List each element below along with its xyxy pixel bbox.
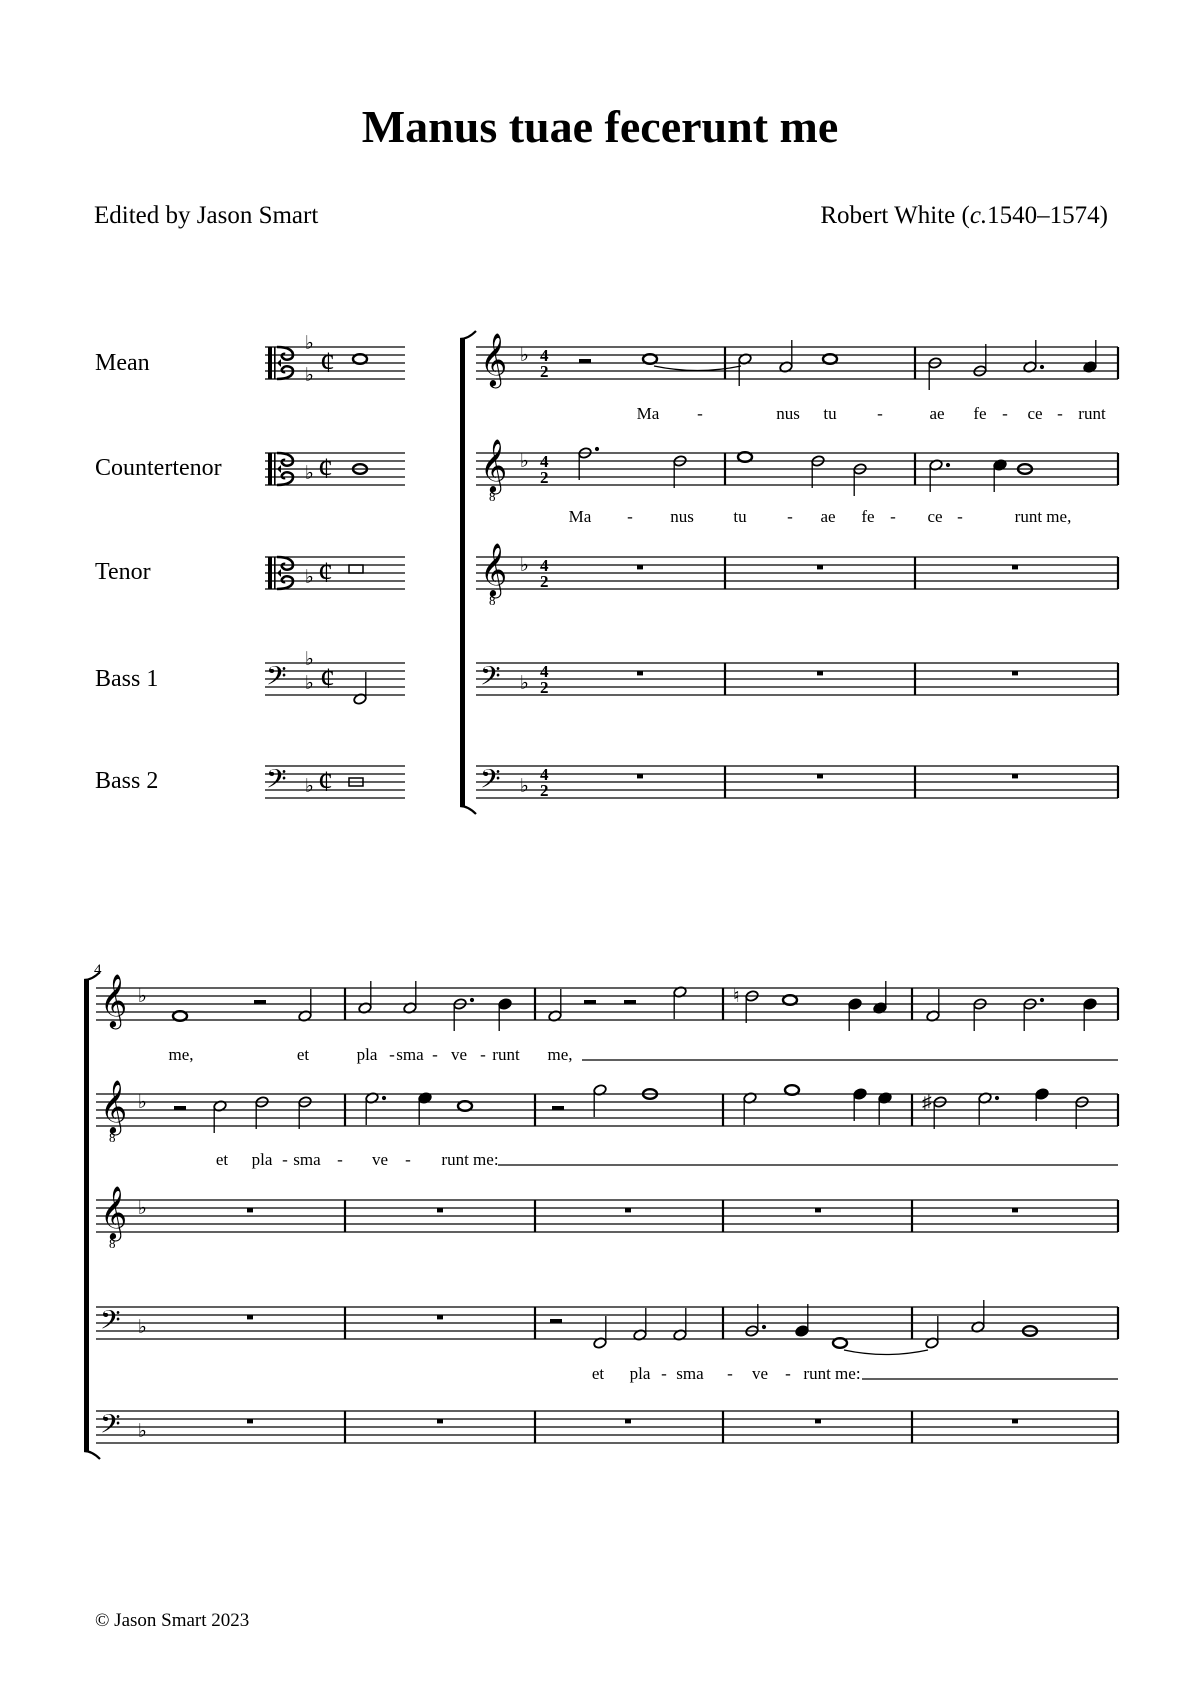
lyric-syllable: sma [396, 1045, 424, 1064]
c-clef-point [277, 569, 281, 577]
cut-time-icon: ¢ [318, 556, 333, 589]
lyric-syllable: ce [927, 507, 943, 526]
time-signature-top: 4 [540, 452, 549, 471]
measure-rest [1012, 774, 1018, 778]
measure-rest [1012, 1419, 1018, 1423]
piece-title: Manus tuae fecerunt me [361, 101, 839, 152]
octave-clef-marker: 8 [109, 1130, 116, 1145]
time-signature-bottom: 2 [540, 572, 549, 591]
incipit-staff [265, 557, 405, 589]
voice-name-bass-1: Bass 1 [95, 666, 159, 692]
system1-staff [476, 663, 1118, 695]
lyric-syllable: ve [450, 1045, 468, 1064]
flat-sign: ♭ [305, 776, 314, 797]
augmentation-dot [382, 1096, 386, 1100]
flat-sign: ♭ [138, 986, 147, 1007]
half-rest [584, 1000, 596, 1004]
system1-staff [476, 766, 1118, 798]
flat-sign: ♭ [520, 776, 529, 797]
flat-sign: ♭ [305, 365, 314, 386]
half-rest [550, 1319, 562, 1323]
incipit-staff [265, 347, 405, 379]
measure-rest [817, 565, 823, 569]
flat-sign: ♭ [138, 1317, 147, 1338]
composer-name: Robert White ( [820, 202, 970, 229]
time-signature-bottom: 2 [540, 781, 549, 800]
lyric-syllable: - [787, 507, 793, 526]
treble-clef-icon: 𝄞 [100, 1187, 128, 1238]
measure-number: 4 [94, 962, 102, 978]
measure-rest [437, 1419, 443, 1423]
treble-clef-icon: 𝄞 [480, 440, 508, 491]
c-clef-bar [274, 347, 276, 379]
augmentation-dot [946, 463, 950, 467]
measure-rest [817, 774, 823, 778]
lyric-syllable: runt me: [803, 1364, 861, 1383]
system2-staff [96, 1200, 1118, 1232]
voice-name-tenor: Tenor [95, 559, 151, 585]
lyric-syllable: fe [973, 404, 987, 423]
flat-sign: ♭ [520, 555, 529, 576]
system2-staff [96, 988, 1118, 1020]
lyric-syllable: - [661, 1364, 667, 1383]
bracket-hook [460, 806, 476, 814]
c-clef-bar [268, 557, 272, 589]
c-clef-bar [268, 453, 272, 485]
bracket-bar [460, 339, 465, 806]
flat-sign: ♭ [305, 463, 314, 484]
lyric-syllable: pla [251, 1150, 273, 1169]
octave-clef-marker: 8 [489, 489, 496, 504]
c-clef-point [277, 465, 281, 473]
bass-clef-icon: 𝄢 [480, 764, 501, 800]
lyric-syllable: ve [371, 1150, 389, 1169]
breve-note [349, 565, 363, 573]
half-rest [552, 1106, 564, 1110]
measure-rest [247, 1208, 253, 1212]
half-rest [579, 359, 591, 363]
time-signature-top: 4 [540, 662, 549, 681]
lyric-syllable: ae [929, 404, 945, 423]
sharp-sign: ♯ [922, 1092, 932, 1113]
measure-rest [817, 671, 823, 675]
augmentation-dot [1040, 998, 1044, 1002]
lyric-syllable: runt [1078, 404, 1106, 423]
quarter-note [795, 1325, 809, 1337]
cut-time-icon: ¢ [320, 662, 335, 695]
augmentation-dot [995, 1096, 999, 1100]
lyric-syllable: - [1057, 404, 1063, 423]
measure-rest [1012, 671, 1018, 675]
lyric-syllable: - [1002, 404, 1008, 423]
editor-credit: Edited by Jason Smart [94, 202, 319, 229]
bracket-bar [84, 980, 89, 1451]
lyric-syllable: - [877, 404, 883, 423]
system1-staff [476, 557, 1118, 589]
lyric-syllable: ve [751, 1364, 769, 1383]
lyric-syllable: sma [293, 1150, 321, 1169]
bracket-hook [84, 1451, 100, 1459]
c-clef-bar [268, 347, 272, 379]
flat-sign: ♭ [305, 673, 314, 694]
composer-circa: c. [969, 202, 988, 229]
c-clef-bar [274, 557, 276, 589]
time-signature-top: 4 [540, 765, 549, 784]
c-clef-curve [277, 366, 293, 379]
augmentation-dot [595, 447, 599, 451]
cut-time-icon: ¢ [318, 452, 333, 485]
lyric-syllable: fe [861, 507, 875, 526]
bass-clef-icon: 𝄢 [266, 764, 287, 800]
lyric-syllable: - [890, 507, 896, 526]
composer-dates: 1540–1574) [987, 202, 1108, 229]
quarter-note [1035, 1088, 1049, 1100]
lyric-syllable: nus [776, 404, 800, 423]
lyric-syllable: et [215, 1150, 229, 1169]
lyric-syllable: - [389, 1045, 395, 1064]
measure-rest [815, 1208, 821, 1212]
flat-sign: ♭ [305, 567, 314, 588]
lyric-syllable: runt me: [441, 1150, 499, 1169]
time-signature-top: 4 [540, 556, 549, 575]
treble-clef-icon: 𝄞 [100, 975, 128, 1026]
lyric-syllable: et [296, 1045, 310, 1064]
system1-staff [476, 347, 1118, 379]
time-signature-bottom: 2 [540, 678, 549, 697]
copyright-notice: © Jason Smart 2023 [95, 1610, 250, 1631]
bass-clef-icon: 𝄢 [480, 661, 501, 697]
lyric-syllable: Ma [568, 507, 592, 526]
lyric-syllable: - [405, 1150, 411, 1169]
natural-sign: ♮ [733, 986, 740, 1007]
time-signature-bottom: 2 [540, 362, 549, 381]
c-clef-curve [277, 453, 293, 466]
flat-sign: ♭ [305, 333, 314, 354]
flat-sign: ♭ [520, 451, 529, 472]
octave-clef-marker: 8 [489, 593, 496, 608]
half-rest [174, 1106, 186, 1110]
voice-name-countertenor: Countertenor [95, 455, 222, 481]
measure-rest [437, 1315, 443, 1319]
cut-time-icon: ¢ [318, 765, 333, 798]
octave-clef-marker: 8 [109, 1236, 116, 1251]
measure-rest [247, 1419, 253, 1423]
system1-staff [476, 453, 1118, 485]
augmentation-dot [1040, 365, 1044, 369]
lyric-syllable: - [282, 1150, 288, 1169]
flat-sign: ♭ [520, 673, 529, 694]
lyric-syllable: - [957, 507, 963, 526]
measure-rest [1012, 1208, 1018, 1212]
bass-clef-icon: 𝄢 [100, 1305, 121, 1341]
lyric-syllable: me, [547, 1045, 573, 1064]
measure-rest [625, 1419, 631, 1423]
time-signature-bottom: 2 [540, 468, 549, 487]
system-bracket [460, 331, 476, 814]
system2-staff [96, 1411, 1118, 1443]
lyric-syllable: et [591, 1364, 605, 1383]
measure-rest [815, 1419, 821, 1423]
lyric-syllable: ce [1027, 404, 1043, 423]
bracket-hook [460, 331, 476, 339]
measure-rest [437, 1208, 443, 1212]
half-rest [254, 1000, 266, 1004]
time-signature-top: 4 [540, 346, 549, 365]
treble-clef-icon: 𝄞 [480, 544, 508, 595]
bass-clef-icon: 𝄢 [100, 1409, 121, 1445]
treble-clef-icon: 𝄞 [100, 1081, 128, 1132]
c-clef-curve [277, 576, 293, 589]
lyric-syllable: me, [168, 1045, 194, 1064]
quarter-note [853, 1088, 867, 1100]
c-clef-curve [277, 347, 293, 360]
lyric-syllable: nus [670, 507, 694, 526]
measure-rest [637, 565, 643, 569]
lyric-syllable: runt [492, 1045, 520, 1064]
flat-sign: ♭ [138, 1421, 147, 1442]
lyric-syllable: pla [356, 1045, 378, 1064]
augmentation-dot [762, 1325, 766, 1329]
augmentation-dot [470, 998, 474, 1002]
incipit-staff [265, 453, 405, 485]
measure-rest [247, 1315, 253, 1319]
lyric-syllable: - [432, 1045, 438, 1064]
lyric-syllable: sma [676, 1364, 704, 1383]
measure-rest [637, 671, 643, 675]
bass-clef-icon: 𝄢 [266, 661, 287, 697]
lyric-syllable: - [337, 1150, 343, 1169]
lyric-syllable: - [727, 1364, 733, 1383]
flat-sign: ♭ [138, 1198, 147, 1219]
lyric-syllable: - [627, 507, 633, 526]
c-clef-point [277, 359, 281, 367]
quarter-note [498, 998, 512, 1010]
quarter-note [1083, 998, 1097, 1010]
c-clef-bar [274, 453, 276, 485]
quarter-note [848, 998, 862, 1010]
tie [654, 366, 741, 371]
lyric-syllable: - [785, 1364, 791, 1383]
lyric-syllable: tu [733, 507, 747, 526]
measure-rest [625, 1208, 631, 1212]
lyric-syllable: ae [820, 507, 836, 526]
flat-sign: ♭ [520, 345, 529, 366]
treble-clef-icon: 𝄞 [480, 334, 508, 385]
voice-name-mean: Mean [95, 350, 150, 376]
flat-sign: ♭ [138, 1092, 147, 1113]
lyric-syllable: - [697, 404, 703, 423]
c-clef-curve [277, 557, 293, 570]
cut-time-icon: ¢ [320, 346, 335, 379]
tie [844, 1350, 928, 1355]
lyric-syllable: - [480, 1045, 486, 1064]
flat-sign: ♭ [305, 649, 314, 670]
half-rest [624, 1000, 636, 1004]
lyric-syllable: Ma [636, 404, 660, 423]
lyric-syllable: tu [823, 404, 837, 423]
system2-staff [96, 1307, 1118, 1339]
c-clef-curve [277, 472, 293, 485]
measure-rest [1012, 565, 1018, 569]
lyric-syllable: pla [629, 1364, 651, 1383]
lyric-syllable: runt me, [1014, 507, 1072, 526]
measure-rest [637, 774, 643, 778]
system2-staff [96, 1094, 1118, 1126]
voice-name-bass-2: Bass 2 [95, 768, 159, 794]
